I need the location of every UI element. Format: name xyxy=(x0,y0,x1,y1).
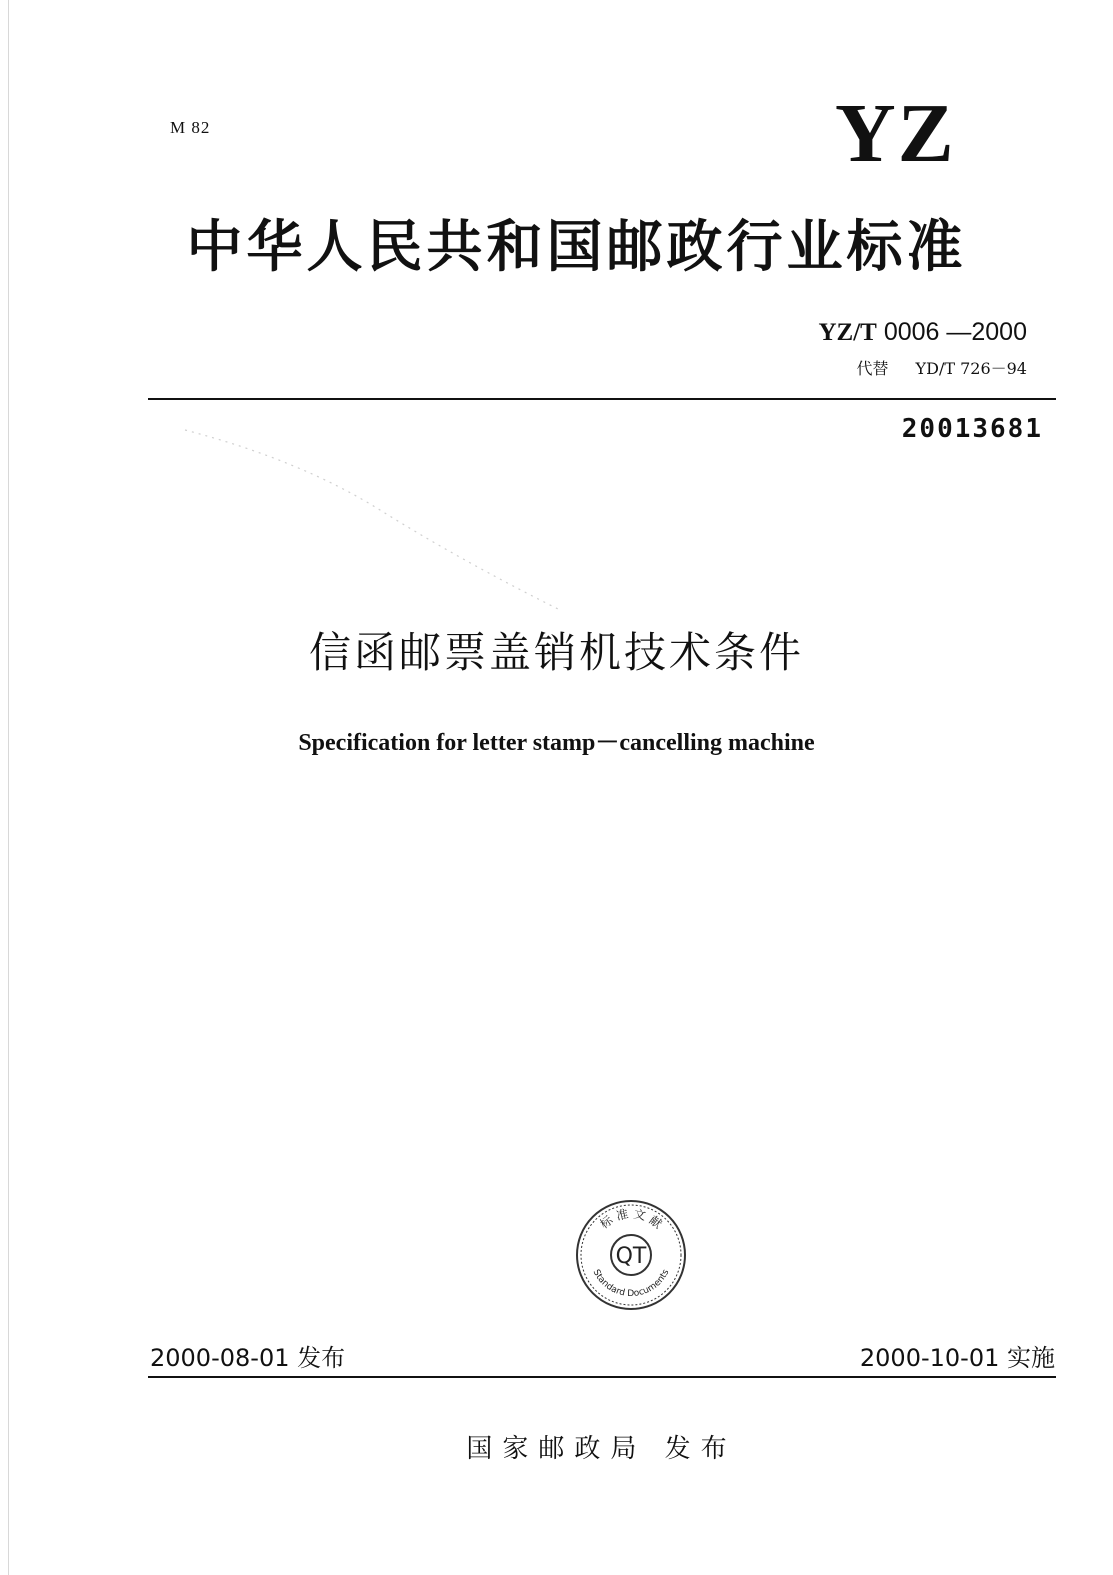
standard-number-prefix: YZ/T xyxy=(818,319,877,346)
document-title-english: Specification for letter stamp－cancelling machine xyxy=(298,730,815,756)
top-divider xyxy=(148,398,1056,400)
seal-ring-text: Standard Documents xyxy=(590,1268,672,1300)
standard-number xyxy=(819,318,1028,347)
replaces-number: YD/T 726－94 xyxy=(915,359,1027,378)
scan-artifact-streak xyxy=(180,420,580,620)
standard-category-heading: 中华人民共和国邮政行业标准 xyxy=(186,215,967,280)
publisher-line: 国家邮政局 发布 xyxy=(466,1434,737,1464)
classification-code: M 82 xyxy=(170,118,211,137)
issue-date: 2000-08-01 发布 xyxy=(150,1344,346,1372)
standard-documents-seal xyxy=(574,1198,688,1312)
seal-top-text: 标 准 文 献 xyxy=(597,1206,665,1232)
seal-center-text: QT xyxy=(615,1244,647,1269)
document-title-chinese: 信函邮票盖销机技术条件 xyxy=(308,628,804,677)
standard-mark: YZ xyxy=(835,87,956,180)
catalog-number: 20013681 xyxy=(901,414,1043,444)
standard-number-value: 0006 —2000 xyxy=(883,318,1027,346)
replaces-label: 代替 xyxy=(856,359,889,378)
replaces-line xyxy=(856,356,1027,379)
bottom-divider xyxy=(148,1376,1056,1378)
implementation-date: 2000-10-01 实施 xyxy=(859,1344,1055,1372)
